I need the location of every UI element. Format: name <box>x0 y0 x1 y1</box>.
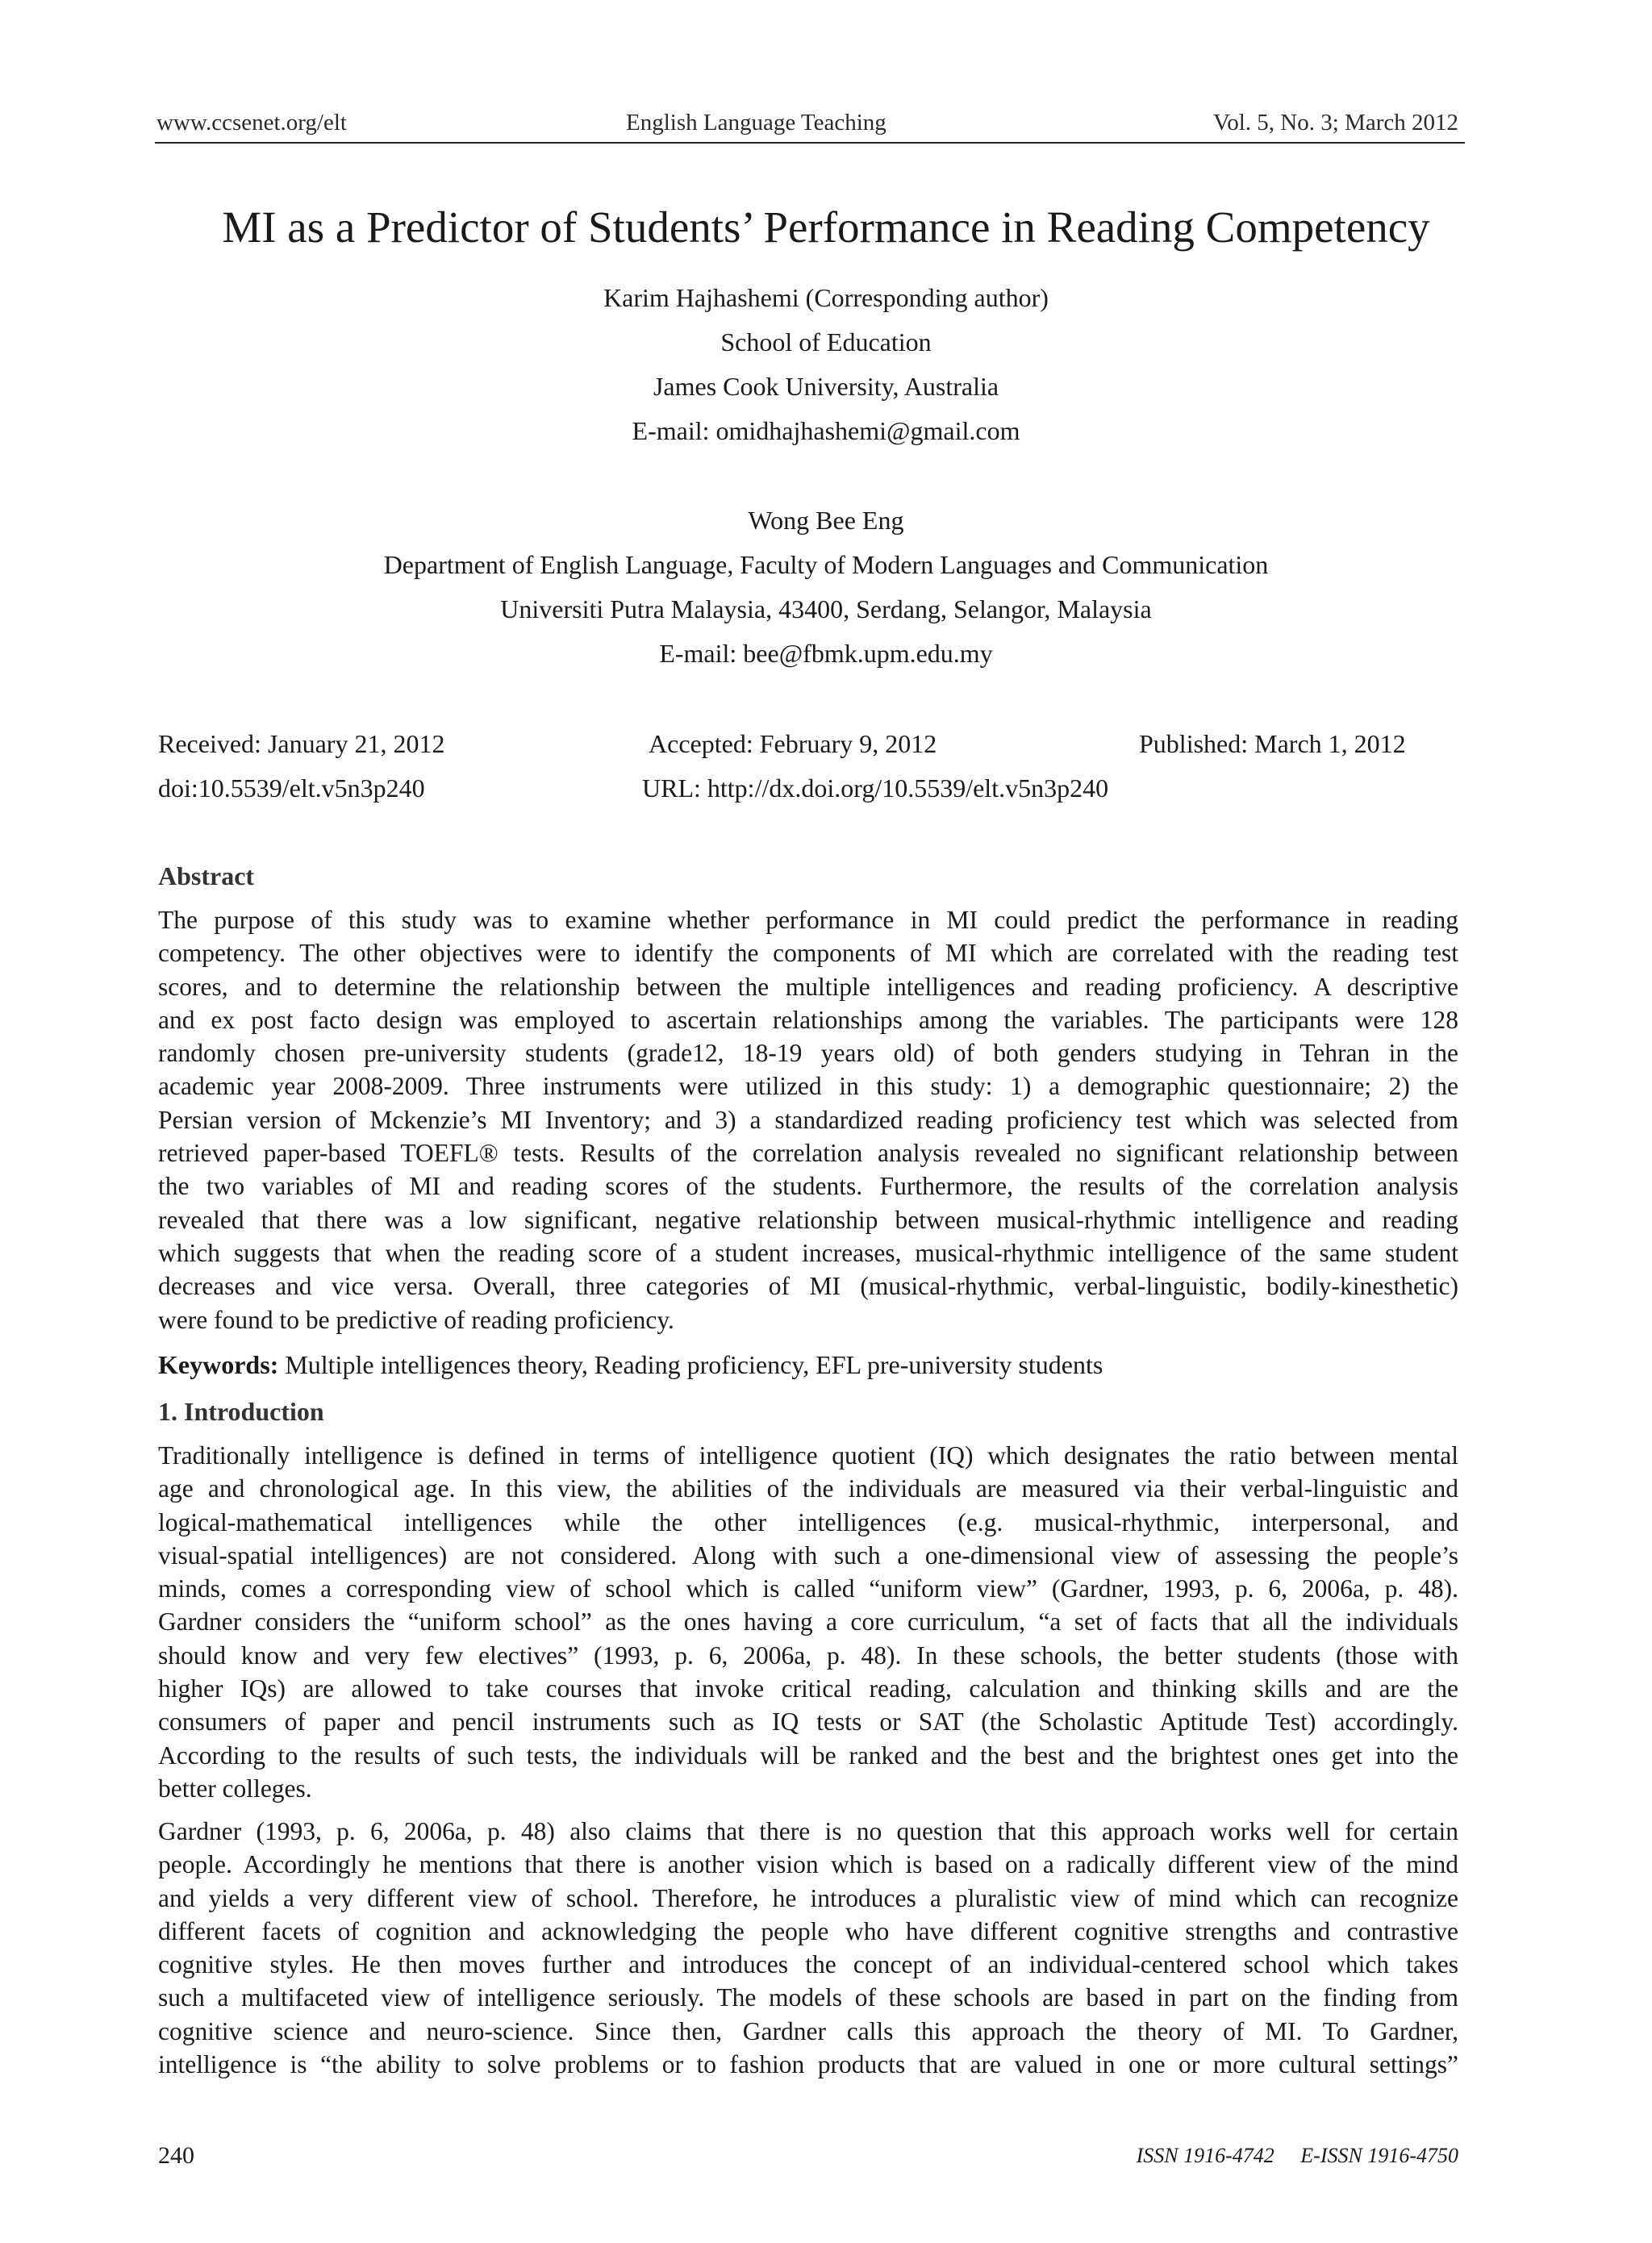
abstract-line: retrieved paper-based TOEFL® tests. Results of the correlation analysis revealed no significant relationship between <box>158 1139 1458 1168</box>
abstract-line: were found to be predictive of reading proficiency. <box>158 1305 674 1334</box>
paragraph-line: better colleges. <box>158 1774 312 1803</box>
author1-affiliation-university: James Cook University, Australia <box>653 372 999 401</box>
paragraph-line: and yields a very different view of school. Therefore, he introduces a pluralistic view of mind which can recognize <box>158 1883 1458 1912</box>
author2-affiliation-dept: Department of English Language, Faculty of Modern Languages and Communication <box>383 550 1269 579</box>
author2-email: E-mail: bee@fbmk.upm.edu.my <box>659 639 993 668</box>
author2-name: Wong Bee Eng <box>748 506 904 535</box>
accepted-date: Accepted: February 9, 2012 <box>649 729 937 758</box>
running-header-url: www.ccsenet.org/elt <box>156 110 347 135</box>
paragraph-line: cognitive styles. He then moves further and introduces the concept of an individual-centered school which takes <box>158 1950 1458 1979</box>
doi: doi:10.5539/elt.v5n3p240 <box>158 773 425 803</box>
paragraph-line: Traditionally intelligence is defined in terms of intelligence quotient (IQ) which designates the ratio between mental <box>158 1441 1458 1470</box>
abstract-line: decreases and vice versa. Overall, three categories of MI (musical-rhythmic, verbal-linguistic, bodily-kinesthetic) <box>158 1272 1458 1301</box>
doi-url: URL: http://dx.doi.org/10.5539/elt.v5n3p240 <box>642 773 1109 803</box>
keywords <box>158 1350 1103 1380</box>
paragraph-line: different facets of cognition and acknowledging the people who have different cognitive strengths and contrastive <box>158 1916 1458 1945</box>
paragraph-line: intelligence is “the ability to solve problems or to fashion products that are valued in one or more cultural settings” <box>158 2050 1458 2079</box>
paragraph-line: such a multifaceted view of intelligence seriously. The models of these schools are based in part on the finding from <box>158 1983 1458 2012</box>
running-header-volume: Vol. 5, No. 3; March 2012 <box>1213 110 1458 135</box>
abstract-line: The purpose of this study was to examine whether performance in MI could predict the performance in reading <box>158 906 1458 934</box>
paragraph-line: Gardner considers the “uniform school” as the ones having a core curriculum, “a set of facts that all the individuals <box>158 1607 1458 1636</box>
abstract-line: Persian version of Mckenzie’s MI Inventory; and 3) a standardized reading proficiency test which was selected from <box>158 1105 1458 1134</box>
introduction-paragraph-2 <box>158 1815 1458 2081</box>
keywords-text: Multiple intelligences theory, Reading proficiency, EFL pre-university students <box>278 1350 1103 1379</box>
paper-title: MI as a Predictor of Students’ Performance in Reading Competency <box>222 202 1430 252</box>
author1-name: Karim Hajhashemi (Corresponding author) <box>603 283 1049 312</box>
issn-footer: ISSN 1916-4742 E-ISSN 1916-4750 <box>1136 2144 1458 2167</box>
paragraph-line: age and chronological age. In this view, the abilities of the individuals are measured via their verbal-linguistic and <box>158 1474 1458 1503</box>
paragraph-line: According to the results of such tests, the individuals will be ranked and the best and the brightest ones get into the <box>158 1741 1458 1770</box>
abstract-line: scores, and to determine the relationship between the multiple intelligences and reading proficiency. A descriptive <box>158 972 1458 1001</box>
abstract-line: and ex post facto design was employed to ascertain relationships among the variables. The participants were 128 <box>158 1005 1458 1034</box>
published-date: Published: March 1, 2012 <box>1139 729 1406 758</box>
paragraph-line: logical-mathematical intelligences while the other intelligences (e.g. musical-rhythmic, interpersonal, and <box>158 1507 1458 1536</box>
paragraph-line: higher IQs) are allowed to take courses that invoke critical reading, calculation and thinking skills and are the <box>158 1674 1458 1703</box>
author2-affiliation-university: Universiti Putra Malaysia, 43400, Serdang, Selangor, Malaysia <box>500 594 1152 623</box>
paragraph-line: should know and very few electives” (1993, p. 6, 2006a, p. 48). In these schools, the better students (those with <box>158 1641 1458 1670</box>
abstract-line: randomly chosen pre-university students (grade12, 18-19 years old) of both genders studying in Tehran in the <box>158 1039 1458 1068</box>
introduction-paragraph-1 <box>158 1439 1458 1805</box>
abstract-line: revealed that there was a low significant, negative relationship between musical-rhythmic intelligence and reading <box>158 1205 1458 1234</box>
paragraph-line: people. Accordingly he mentions that there is another vision which is based on a radically different view of the mind <box>158 1850 1458 1879</box>
author1-email: E-mail: omidhajhashemi@gmail.com <box>632 416 1020 445</box>
paragraph-line: Gardner (1993, p. 6, 2006a, p. 48) also claims that there is no question that this approach works well for certain <box>158 1817 1458 1845</box>
page-number: 240 <box>158 2142 194 2169</box>
received-date: Received: January 21, 2012 <box>158 729 445 758</box>
introduction-heading: 1. Introduction <box>158 1397 324 1426</box>
author1-affiliation-dept: School of Education <box>720 327 932 356</box>
paragraph-line: visual-spatial intelligences) are not considered. Along with such a one-dimensional view of assessing the people’s <box>158 1540 1458 1570</box>
abstract-heading: Abstract <box>158 861 255 890</box>
abstract-line: competency. The other objectives were to identify the components of MI which are correlated with the reading test <box>158 939 1458 968</box>
header-rule <box>155 142 1465 144</box>
paragraph-line: minds, comes a corresponding view of school which is called “uniform view” (Gardner, 1993, p. 6, 2006a, p. 48). <box>158 1574 1458 1603</box>
running-header-journal: English Language Teaching <box>626 110 886 135</box>
keywords-label: Keywords: <box>158 1350 279 1379</box>
paragraph-line: consumers of paper and pencil instruments such as IQ tests or SAT (the Scholastic Aptitude Test) accordingly. <box>158 1707 1458 1736</box>
abstract-line: which suggests that when the reading score of a student increases, musical-rhythmic intelligence of the same student <box>158 1238 1458 1267</box>
abstract-line: academic year 2008-2009. Three instruments were utilized in this study: 1) a demographic questionnaire; 2) the <box>158 1072 1458 1101</box>
abstract-body <box>158 903 1458 1336</box>
paragraph-line: cognitive science and neuro-science. Since then, Gardner calls this approach the theory of MI. To Gardner, <box>158 2016 1458 2045</box>
abstract-line: the two variables of MI and reading scores of the students. Furthermore, the results of the correlation analysis <box>158 1172 1458 1201</box>
